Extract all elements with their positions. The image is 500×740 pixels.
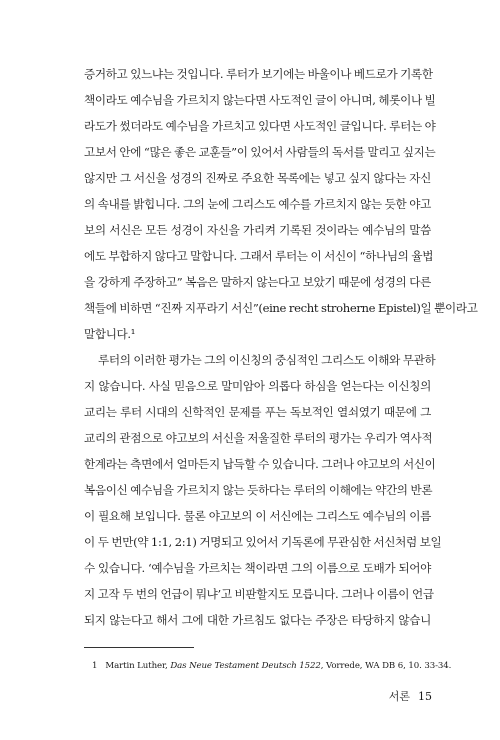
page-number: 15 <box>418 690 432 703</box>
text-line-7: 보의 서신은 모든 성경이 자신을 가리켜 기록된 것이라는 예수님의 말씀 <box>84 223 431 237</box>
footnote <box>92 660 452 672</box>
text-line-1: 증거하고 있느냐는 것입니다. 루터가 보기에는 바울이나 베드로가 기록한 <box>84 67 433 81</box>
text-line-4: 고보서 안에 “많은 좋은 교훈들”이 있어서 사람들의 독서를 말리고 싶지는 <box>84 145 436 159</box>
running-footer <box>389 690 432 704</box>
text-line-16: 한계라는 측면에서 얼마든지 납득할 수 있습니다. 그러나 야고보의 서신이 <box>84 457 436 471</box>
footnote-rest: , Vorrede, WA DB 6, 10. 33-34. <box>320 661 452 671</box>
text-line-14: 교리는 루터 시대의 신학적인 문제를 푸는 독보적인 열쇠였기 때문에 그 <box>84 405 431 419</box>
text-line-13: 지 않습니다. 사실 믿음으로 말미암아 의롭다 하심을 얻는다는 이신칭의 <box>84 379 431 393</box>
text-line-11: 말합니다.¹ <box>84 327 136 341</box>
text-line-18: 이 필요해 보입니다. 물론 야고보의 이 서신에는 그리스도 예수님의 이름 <box>84 509 431 523</box>
text-line-17: 복음이신 예수님을 가르치지 않는 듯하다는 루터의 이해에는 약간의 반론 <box>84 483 433 497</box>
text-line-3: 라도가 썼더라도 예수님을 가르치고 있다면 사도적인 글입니다. 루터는 야 <box>84 119 436 133</box>
section-name: 서론 <box>388 690 410 703</box>
text-line-10: 책들에 비하면 “진짜 지푸라기 서신”(eine recht stroherne Epistel)일 뿐이라고 <box>84 301 478 315</box>
text-line-19: 이 두 번만(약 1:1, 2:1) 거명되고 있어서 기독론에 무관심한 서신처럼 보일 <box>84 535 442 549</box>
footnote-author: Martin Luther, <box>105 661 171 671</box>
footnote-title: Das Neue Testament Deutsch 1522 <box>170 661 321 671</box>
text-line-12: 루터의 이러한 평가는 그의 이신칭의 중심적인 그리스도 이해와 무관하 <box>98 353 436 367</box>
text-line-20: 수 있습니다. ‘예수님을 가르치는 책이라면 그의 이름으로 도배가 되어야 <box>84 561 431 575</box>
text-line-8: 에도 부합하지 않다고 말합니다. 그래서 루터는 이 서신이 “하나님의 율법 <box>84 249 434 263</box>
footnote-number: 1 <box>92 661 98 671</box>
text-line-21: 지 고작 두 번의 언급이 뭐냐’고 비판할지도 모릅니다. 그러나 이름이 언급 <box>84 587 434 601</box>
text-line-6: 의 속내를 밝힙니다. 그의 눈에 그리스도 예수를 가르치지 않는 듯한 야고 <box>84 197 431 211</box>
text-line-9: 을 강하게 주장하고” 복음은 말하지 않는다고 보았기 때문에 성경의 다른 <box>84 275 431 289</box>
text-line-2: 책이라도 예수님을 가르치지 않는다면 사도적인 글이 아니며, 헤롯이나 빌 <box>84 93 436 107</box>
footnote-rule <box>84 647 194 648</box>
text-line-5: 않지만 그 서신을 성경의 진짜로 주요한 목록에는 넣고 싶지 않다는 자신 <box>84 171 431 185</box>
text-line-15: 교리의 관점으로 야고보의 서신을 저울질한 루터의 평가는 우리가 역사적 <box>84 431 433 445</box>
text-line-22: 되지 않는다고 해서 그에 대한 가르침도 없다는 주장은 타당하지 않습니 <box>84 613 431 627</box>
